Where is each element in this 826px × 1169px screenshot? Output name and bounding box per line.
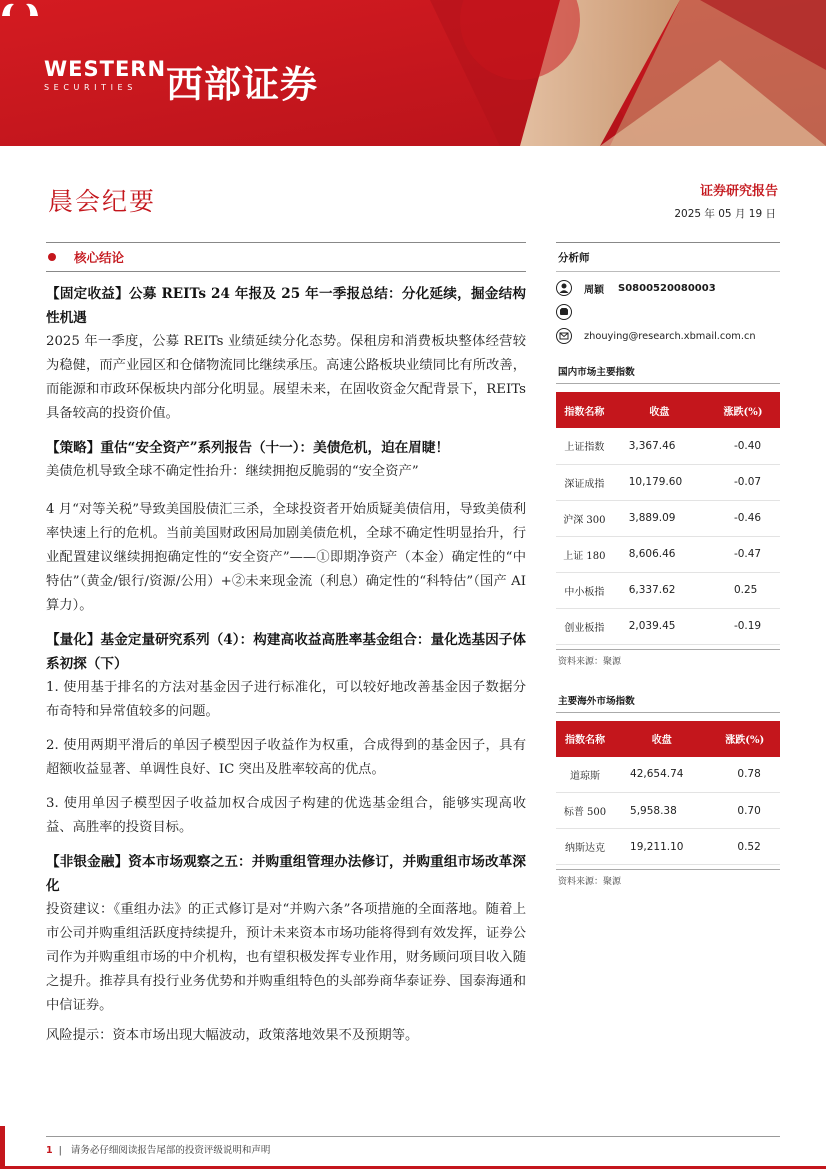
page-number: 1 [46, 1145, 53, 1156]
header-banner [0, 0, 826, 146]
col-header-name: 指数名称 [556, 392, 613, 428]
table-row [556, 464, 780, 500]
item-paragraph: 3. 使用单因子模型因子收益加权合成因子构建的优选基金组合，能够实现高收益、高胜率的投资目标。 [46, 796, 526, 835]
index-change: -0.46 [706, 500, 780, 536]
overseas-table-title: 主要海外市场指数 [556, 691, 780, 713]
index-name: 沪深 300 [556, 500, 613, 536]
index-change: -0.07 [706, 464, 780, 500]
logo-cn: 西部证券 [166, 63, 318, 106]
item-paragraph: 风险提示：资本市场出现大幅波动，政策落地效果不及预期等。 [46, 1028, 419, 1043]
index-change: 0.78 [709, 757, 780, 793]
analyst-name: 周颖 [584, 284, 604, 296]
index-change: 0.25 [706, 572, 780, 608]
index-close: 8,606.46 [613, 536, 706, 572]
domestic-table-title: 国内市场主要指数 [556, 362, 780, 384]
index-name: 上证指数 [556, 428, 613, 464]
analyst-cert-id: S0800520080003 [618, 282, 716, 294]
table-row [556, 757, 780, 793]
bullet-dot-icon [48, 253, 56, 261]
item-title-non-bank-finance: 【非银金融】资本市场观察之五：并购重组管理办法修订，并购重组市场改革深化 [46, 854, 526, 894]
index-change: 0.70 [709, 793, 780, 829]
section-header [46, 242, 526, 272]
index-close: 42,654.74 [614, 757, 709, 793]
footer [46, 1136, 780, 1156]
logo [44, 58, 166, 92]
overseas-index-table [556, 721, 780, 866]
item-paragraph: 美债危机导致全球不确定性抬升：继续拥抱反脆弱的“安全资产” [46, 464, 419, 479]
col-header-change: 涨跌(%) [709, 721, 780, 757]
logo-horns-icon [0, 0, 40, 18]
report-type: 证券研究报告 [699, 184, 778, 199]
section-title: 核心结论 [74, 250, 125, 265]
footer-accent-bar [0, 1126, 5, 1169]
sidebar [556, 242, 780, 893]
index-close: 10,179.60 [613, 464, 706, 500]
item-title-strategy: 【策略】重估“安全资产”系列报告（十一）：美债危机，迫在眉睫！ [46, 440, 450, 456]
index-change: 0.52 [709, 829, 780, 865]
table-header-row [556, 392, 780, 428]
index-close: 3,889.09 [613, 500, 706, 536]
item-paragraph: 投资建议：《重组办法》的正式修订是对“并购六条”各项措施的全面落地。随着上市公司并购重组活跃度持续提升，预计未来资本市场功能将得到有效发挥，证券公司作为并购重组市场的中介机构，也有望积极发挥专业作用，财务顾问项目收入随之提升。推荐具有投行业务优势和并购重组特色的头部券商华泰证券、国泰海通和中信证券。 [46, 902, 526, 1013]
overseas-source: 资料来源：聚源 [556, 869, 780, 893]
index-change: -0.47 [706, 536, 780, 572]
index-name: 深证成指 [556, 464, 613, 500]
item-paragraph: 4 月“对等关税”导致美国股债汇三杀，全球投资者开始质疑美债信用，导致美债利率快速上行的危机。当前美国财政困局加剧美债危机，全球不确定性明显抬升，行业配置建议继续拥抱确定性的“安全资产”——①即期净资产（本金）确定性的“中特估”（黄金/银行/资源/公用）+②未来现金流（利息）确定性的“科特估”（国产 AI 算力）。 [46, 502, 526, 613]
analyst-phone-row [556, 300, 780, 324]
table-row [556, 608, 780, 644]
table-header-row [556, 721, 780, 757]
table-row [556, 536, 780, 572]
index-name: 创业板指 [556, 608, 613, 644]
logo-sub: SECURITIES [44, 83, 137, 92]
col-header-close: 收盘 [613, 392, 706, 428]
index-close: 2,039.45 [613, 608, 706, 644]
page-title: 晨会纪要 [48, 187, 157, 216]
person-icon [556, 280, 572, 296]
domestic-index-table [556, 392, 780, 645]
domestic-source: 资料来源：聚源 [556, 649, 780, 673]
index-close: 19,211.10 [614, 829, 709, 865]
item-paragraph: 1. 使用基于排名的方法对基金因子进行标准化，可以较好地改善基金因子数据分布奇特和异常值较多的问题。 [46, 680, 526, 719]
analyst-name-row [556, 276, 780, 300]
index-name: 上证 180 [556, 536, 613, 572]
analyst-email-row [556, 324, 780, 348]
index-close: 5,958.38 [614, 793, 709, 829]
col-header-change: 涨跌(%) [706, 392, 780, 428]
index-name: 纳斯达克 [556, 829, 614, 865]
index-name: 道琼斯 [556, 757, 614, 793]
table-row [556, 572, 780, 608]
index-close: 3,367.46 [613, 428, 706, 464]
index-change: -0.19 [706, 608, 780, 644]
analyst-email[interactable]: zhouying@research.xbmail.com.cn [584, 330, 756, 342]
table-row [556, 428, 780, 464]
footer-note: 请务必仔细阅读报告尾部的投资评级说明和声明 [70, 1145, 271, 1156]
index-close: 6,337.62 [613, 572, 706, 608]
report-date: 2025 年 05 月 19 日 [674, 208, 776, 220]
main-content [46, 242, 526, 1048]
col-header-name: 指数名称 [556, 721, 614, 757]
footer-divider: | [58, 1145, 62, 1156]
table-row [556, 793, 780, 829]
col-header-close: 收盘 [614, 721, 709, 757]
phone-icon [556, 304, 572, 320]
logo-en: WESTERN [44, 57, 167, 81]
index-name: 标普 500 [556, 793, 614, 829]
index-change: -0.40 [706, 428, 780, 464]
table-row [556, 829, 780, 865]
index-name: 中小板指 [556, 572, 613, 608]
table-row [556, 500, 780, 536]
email-icon [556, 328, 572, 344]
analyst-header: 分析师 [556, 242, 780, 272]
item-paragraph: 2. 使用两期平滑后的单因子模型因子收益作为权重，合成得到的基金因子，具有超额收益显著、单调性良好、IC 突出及胜率较高的优点。 [46, 738, 526, 777]
item-title-quant: 【量化】基金定量研究系列（4）：构建高收益高胜率基金组合：量化选基因子体系初探（下） [46, 632, 526, 672]
item-title-fixed-income: 【固定收益】公募 REITs 24 年报及 25 年一季报总结：分化延续，掘金结构性机遇 [46, 286, 526, 326]
item-paragraph: 2025 年一季度，公募 REITs 业绩延续分化态势。保租房和消费板块整体经营较为稳健，而产业园区和仓储物流同比继续承压。高速公路板块业绩同比有所改善，而能源和市政环保板块内部分化明显。展望未来，在固收资金欠配背景下，REITs 具备较高的投资价值。 [46, 334, 526, 421]
